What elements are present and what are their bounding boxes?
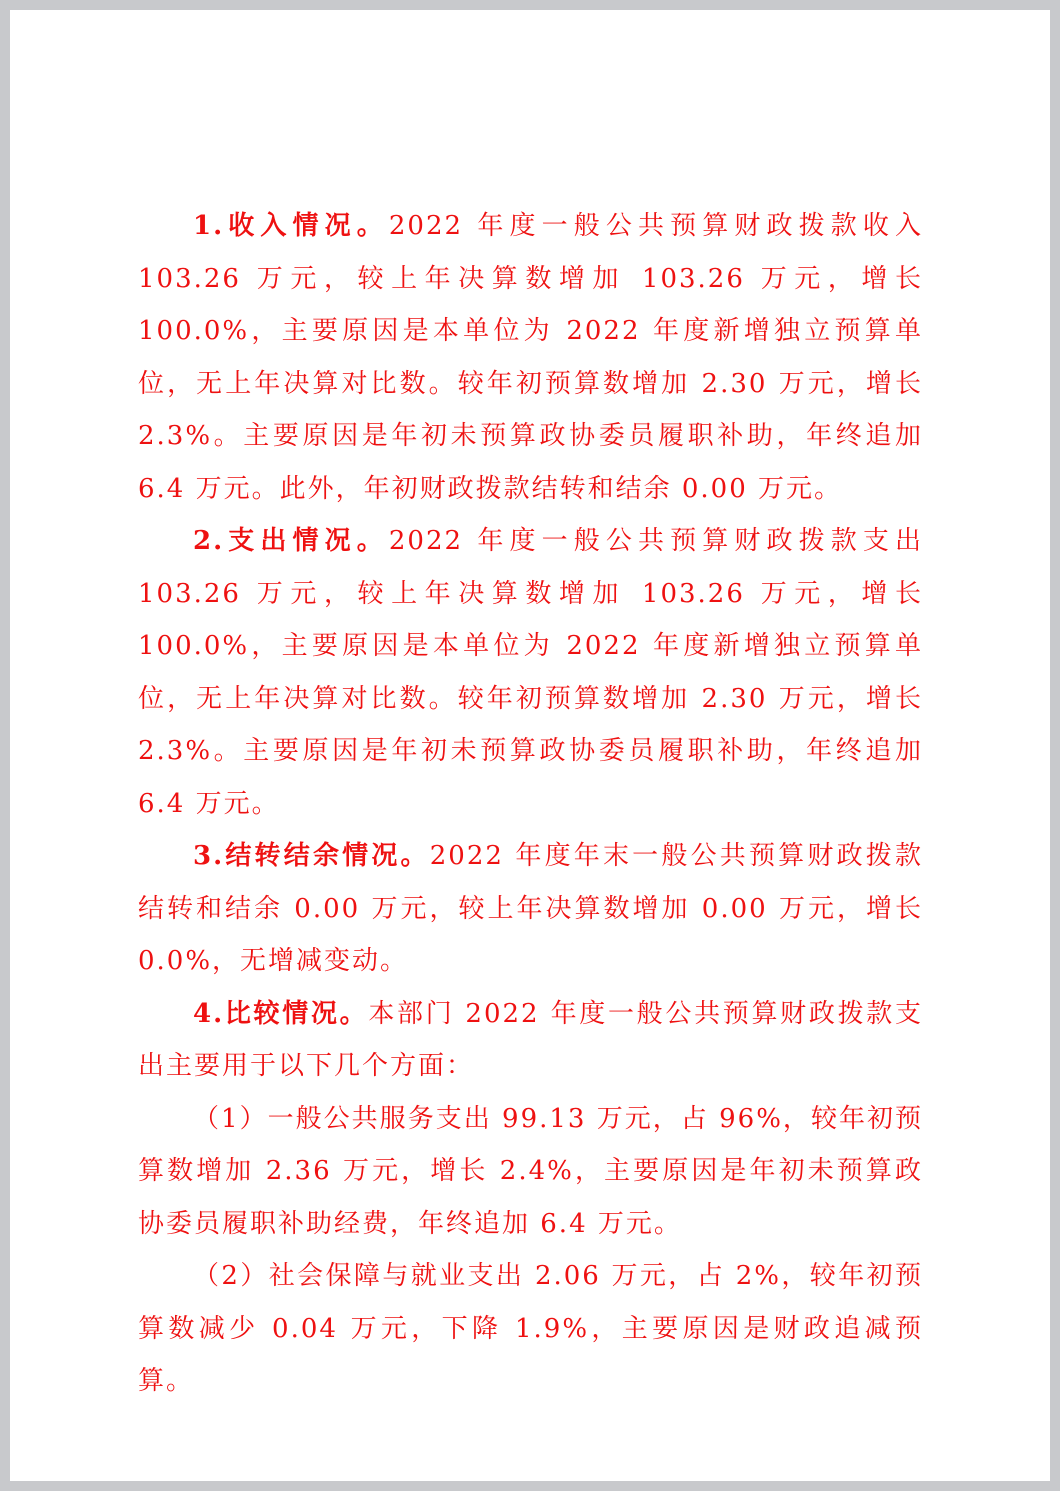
text-expenditure: 2022 年度一般公共预算财政拨款支出 103.26 万元，较上年决算数增加 103.26 万元，增长 100.0%，主要原因是本单位为 2022 年度新增独立预算单位，无上年决算对比数。较年初预算数增加 2.30 万元，增长 2.3%。主要原因是年初未预算政协委员履职补助，年终追加 6.4 万元。 (138, 526, 923, 819)
paragraph-item-1 (138, 1093, 923, 1251)
document-body (138, 200, 923, 1408)
text-income: 2022 年度一般公共预算财政拨款收入 103.26 万元，较上年决算数增加 103.26 万元，增长 100.0%，主要原因是本单位为 2022 年度新增独立预算单位，无上年决算对比数。较年初预算数增加 2.30 万元，增长 2.3%。主要原因是年初未预算政协委员履职补助，年终追加 6.4 万元。此外，年初财政拨款结转和结余 0.00 万元。 (138, 211, 923, 504)
document-page (10, 10, 1050, 1481)
paragraph-comparison (138, 988, 923, 1093)
paragraph-carryover (138, 830, 923, 988)
text-item-1: （1）一般公共服务支出 99.13 万元，占 96%，较年初预算数增加 2.36 万元，增长 2.4%，主要原因是年初未预算政协委员履职补助经费，年终追加 6.4 万元。 (138, 1103, 923, 1239)
heading-income: 1.收入情况。 (193, 211, 389, 241)
heading-comparison: 4.比较情况。 (193, 998, 369, 1029)
text-item-2: （2）社会保障与就业支出 2.06 万元，占 2%，较年初预算数减少 0.04 万元，下降 1.9%，主要原因是财政追减预算。 (138, 1261, 923, 1396)
paragraph-expenditure (138, 515, 923, 830)
heading-carryover: 3.结转结余情况。 (193, 841, 430, 871)
paragraph-item-2 (138, 1250, 923, 1408)
heading-expenditure: 2.支出情况。 (193, 526, 389, 556)
text-comparison: 本部门 2022 年度一般公共预算财政拨款支出主要用于以下几个方面： (138, 998, 923, 1081)
text-carryover: 2022 年度年末一般公共预算财政拨款结转和结余 0.00 万元，较上年决算数增加 0.00 万元，增长 0.0%，无增减变动。 (138, 841, 923, 976)
paragraph-income (138, 200, 923, 515)
